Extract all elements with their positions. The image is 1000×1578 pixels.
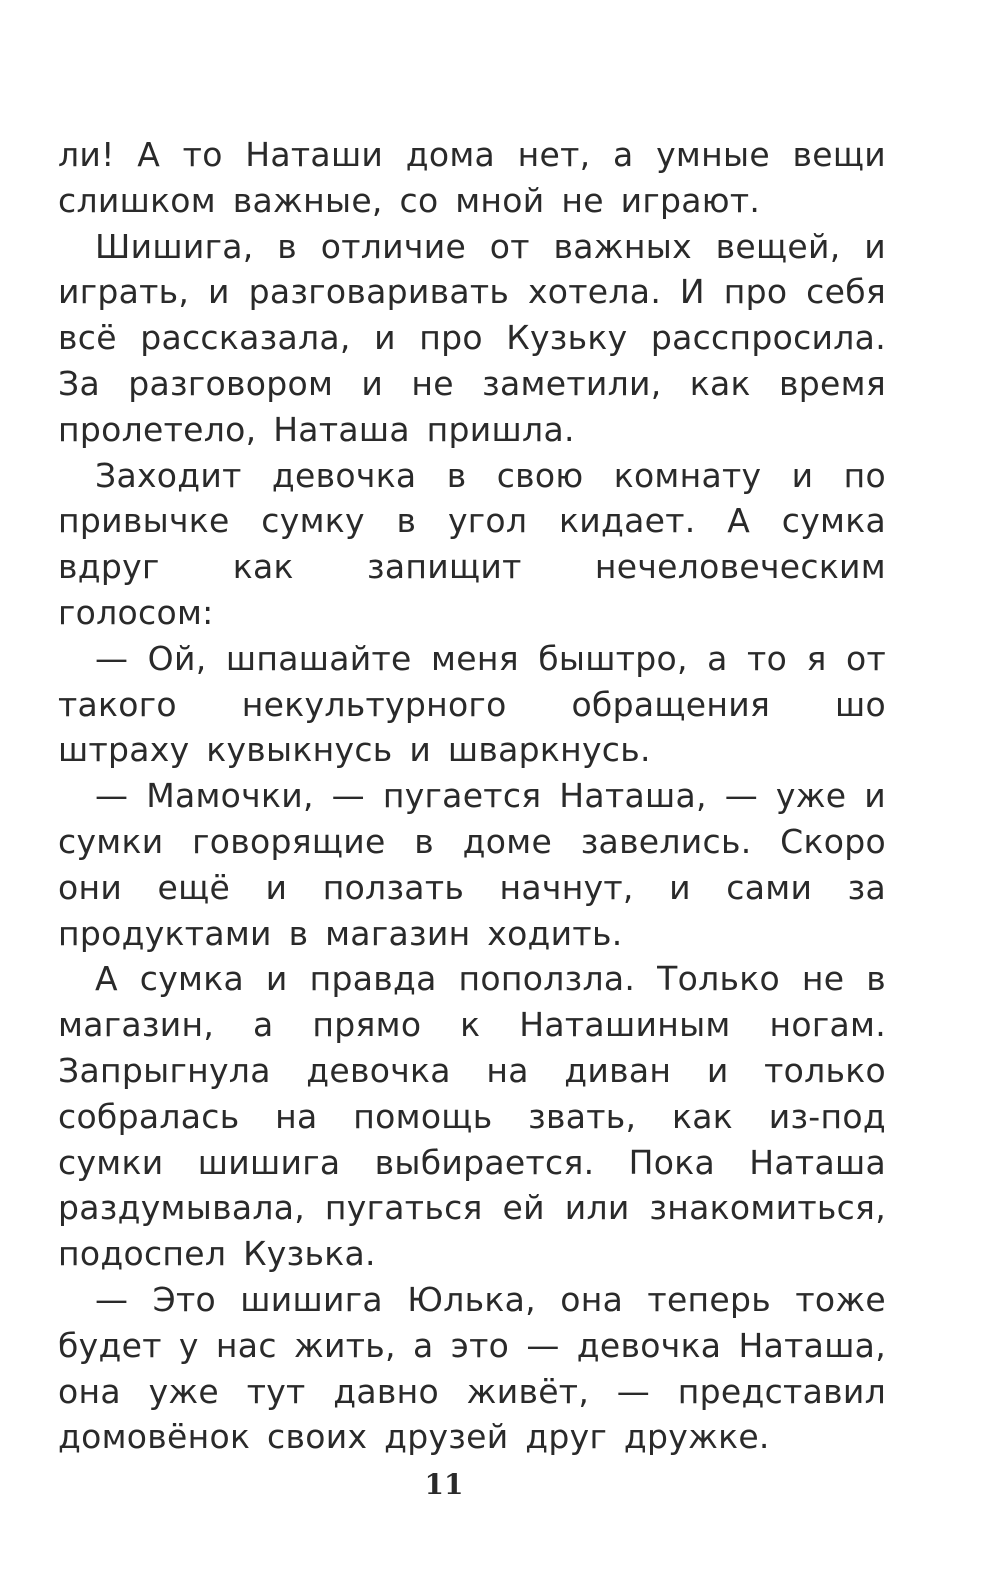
paragraph-5: — Мамочки, — пугается Наташа, — уже и сумки говорящие в доме завелись. Скоро они ещё и ползать начнут, и сами за продуктами в магазин ходить.	[58, 776, 886, 953]
paragraph-4: — Ой, шпашайте меня быштро, а то я от такого некультурного обращения шо штраху кувыкнусь и шваркнусь.	[58, 638, 886, 770]
body-text	[58, 132, 886, 1460]
page-number: 11	[424, 1468, 464, 1501]
paragraph-2: Шишига, в отличие от важных вещей, и играть, и разговаривать хотела. И про себя всё рассказала, и про Кузьку расспросила. За разговором и не заметили, как время пролетело, Наташа пришла.	[58, 226, 886, 449]
paragraph-7: — Это шишига Юлька, она теперь тоже будет у нас жить, а это — девочка Наташа, она уже тут давно живёт, — представил домовёнок своих друзей друг дружке.	[58, 1279, 886, 1457]
paragraph-1: ли! А то Наташи дома нет, а умные вещи слишком важные, со мной не играют.	[58, 135, 886, 220]
paragraph-3: Заходит девочка в свою комнату и по привычке сумку в угол кидает. А сумка вдруг как запищит нечеловеческим голосом:	[58, 455, 886, 632]
paragraph-6: А сумка и правда поползла. Только не в магазин, а прямо к Наташиным ногам. Запрыгнула девочка на диван и только собралась на помощь звать, как из-под сумки шишига выбирается. Пока Наташа раздумывала, пугаться ей или знакомиться, подоспел Кузька.	[58, 959, 886, 1274]
